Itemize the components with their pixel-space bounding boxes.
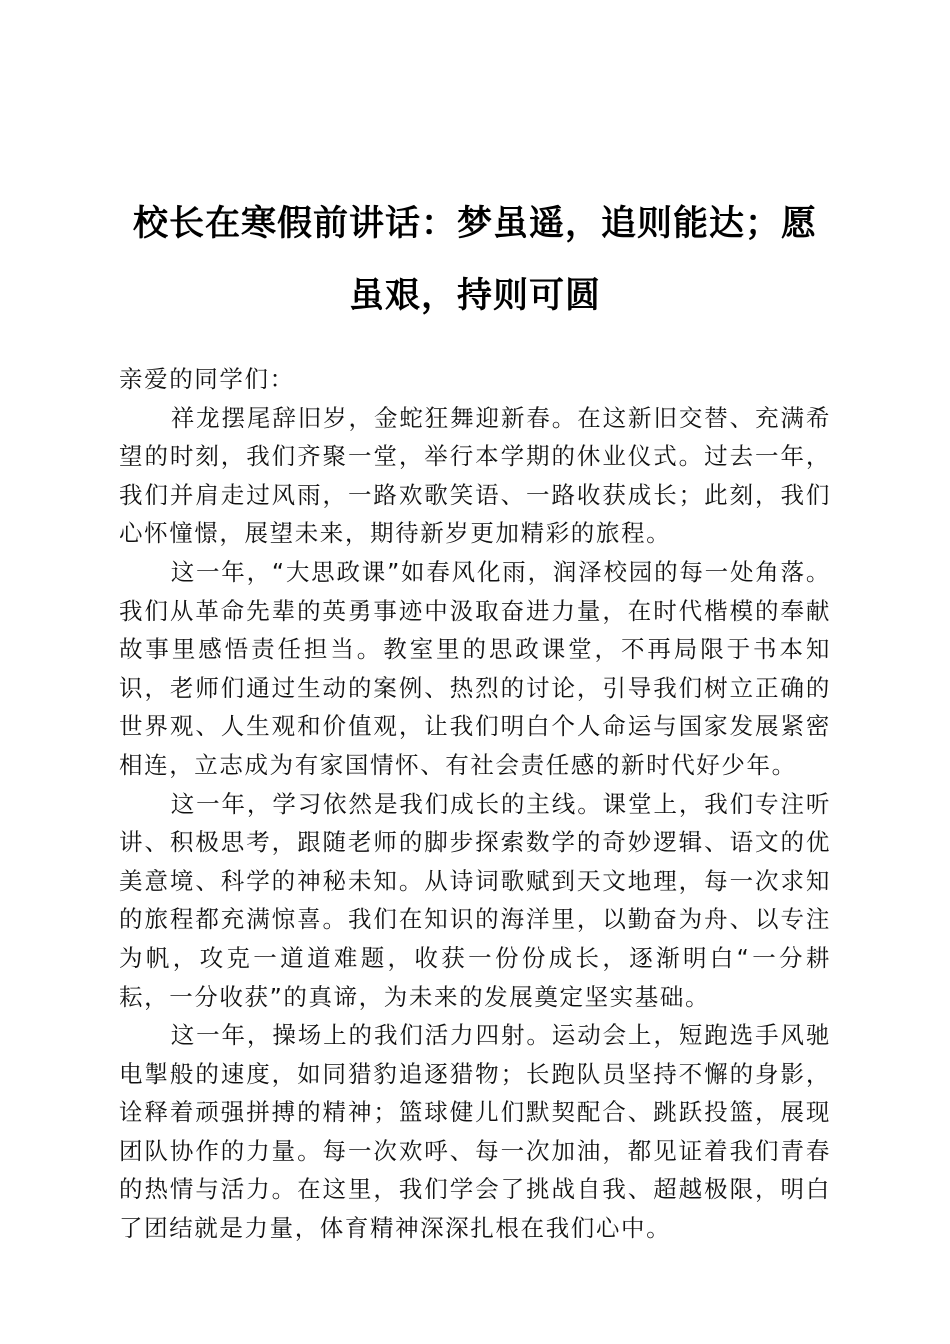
paragraph-3: 这一年，学习依然是我们成长的主线。课堂上，我们专注听讲、积极思考，跟随老师的脚步探索数学的奇妙逻辑、语文的优美意境、科学的神秘未知。从诗词歌赋到天文地理，每一次求知的旅程都充满惊喜。我们在知识的海洋里，以勤奋为舟、以专注为帆，攻克一道道难题，收获一份份成长，逐渐明白“一分耕耘，一分收获”的真谛，为未来的发展奠定坚实基础。 bbox=[119, 789, 831, 1011]
document-title: 校长在寒假前讲话：梦虽遥，追则能达；愿虽艰，持则可圆 bbox=[132, 203, 817, 316]
salutation: 亲爱的同学们： bbox=[119, 365, 295, 393]
paragraph-4: 这一年，操场上的我们活力四射。运动会上，短跑选手风驰电掣般的速度，如同猎豹追逐猎物；长跑队员坚持不懈的身影，诠释着顽强拼搏的精神；篮球健儿们默契配合、跳跃投篮，展现团队协作的力量。每一次欢呼、每一次加油，都见证着我们青春的热情与活力。在这里，我们学会了挑战自我、超越极限，明白了团结就是力量，体育精神深深扎根在我们心中。 bbox=[119, 1021, 831, 1243]
paragraph-1: 祥龙摆尾辞旧岁，金蛇狂舞迎新春。在这新旧交替、充满希望的时刻，我们齐聚一堂，举行本学期的休业仪式。过去一年，我们并肩走过风雨，一路欢歌笑语、一路收获成长；此刻，我们心怀憧憬，展望未来，期待新岁更加精彩的旅程。 bbox=[119, 403, 831, 548]
document-body bbox=[119, 360, 831, 1248]
paragraph-2: 这一年，“大思政课”如春风化雨，润泽校园的每一处角落。我们从革命先辈的英勇事迹中汲取奋进力量，在时代楷模的奉献故事里感悟责任担当。教室里的思政课堂，不再局限于书本知识，老师们通过生动的案例、热烈的讨论，引导我们树立正确的世界观、人生观和价值观，让我们明白个人命运与国家发展紧密相连，立志成为有家国情怀、有社会责任感的新时代好少年。 bbox=[119, 557, 831, 779]
